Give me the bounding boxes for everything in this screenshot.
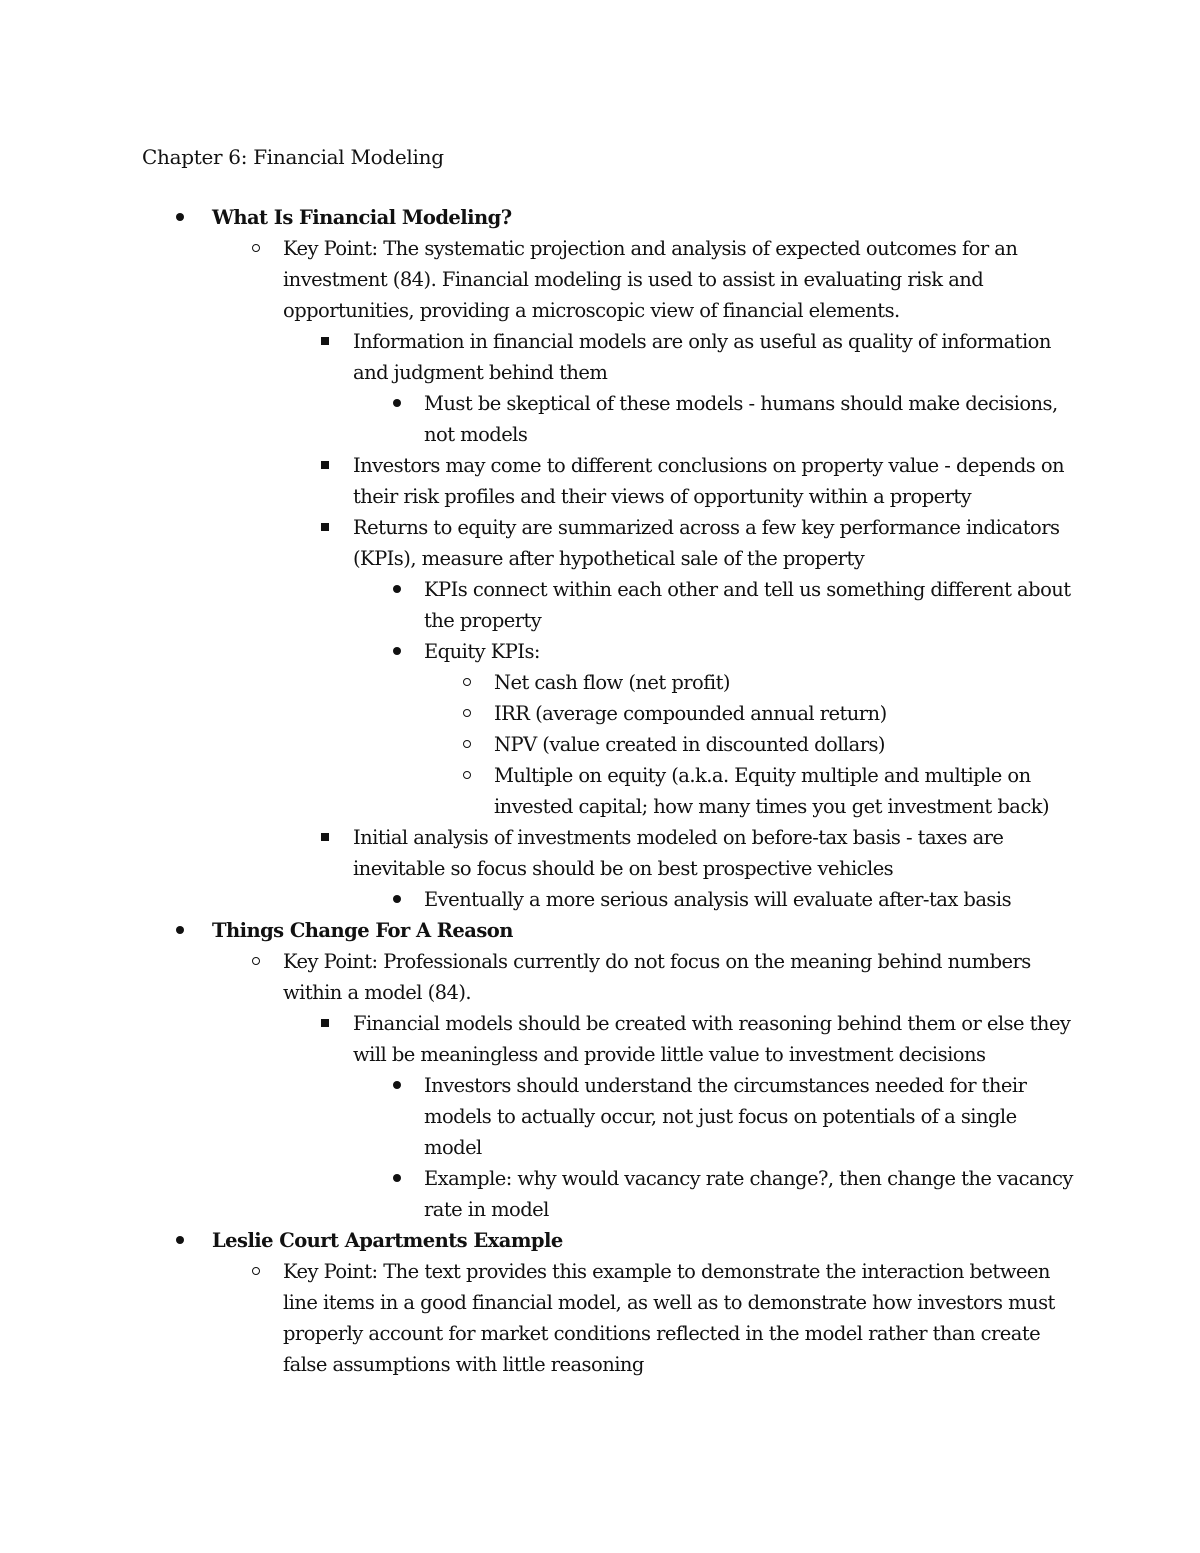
kpi-text: Multiple on equity (a.k.a. Equity multiple and multiple on invested capital; how many times you get investment back) [494,764,1050,818]
list-item [0,884,1074,915]
list-item-text: Investors should understand the circumstances needed for their models to actually occur, not just focus on potentials of a single model [424,1074,1027,1159]
list-item [0,450,1073,512]
list-item [0,1070,1074,1163]
list-item [0,512,1073,574]
list-item [0,636,1074,667]
key-point [0,1256,1073,1380]
bullet-dot-icon [389,1070,405,1101]
key-point-text: Key Point: The systematic projection and analysis of expected outcomes for an investment (84). Financial modeling is used to assist in evaluating risk and opportunities, providing a microscopic view of financial elements. [283,237,1018,322]
bullet-ring-icon [248,1256,264,1287]
kpi-item [0,729,1074,760]
list-item-text: Initial analysis of investments modeled on before-tax basis - taxes are inevitable so focus should be on best prospective vehicles [353,826,1004,880]
kpi-text: Net cash flow (net profit) [494,671,730,694]
bullet-square-icon [317,450,333,481]
kpi-text: IRR (average compounded annual return) [494,702,887,725]
bullet-square-icon [317,512,333,543]
kpi-item [0,667,1074,698]
list-item-text: Example: why would vacancy rate change?, then change the vacancy rate in model [424,1167,1073,1221]
bullet-dot-icon [172,202,188,233]
section-heading [0,202,1072,233]
list-item [0,574,1074,636]
list-item-text: Information in financial models are only as useful as quality of information and judgment behind them [353,330,1051,384]
key-point [0,233,1073,326]
list-item-text: Equity KPIs: [424,640,540,663]
bullet-dot-icon [172,915,188,946]
kpi-item [0,760,1074,822]
list-item-text: Eventually a more serious analysis will evaluate after-tax basis [424,888,1012,911]
key-point [0,946,1073,1008]
outline-list [0,202,1200,1380]
list-item-text: Financial models should be created with reasoning behind them or else they will be meaningless and provide little value to investment decisions [353,1012,1071,1066]
bullet-dot-icon [389,388,405,419]
bullet-ring-icon [459,760,475,791]
section-heading-text: What Is Financial Modeling? [212,206,512,229]
list-item [0,1008,1073,1070]
bullet-ring-icon [459,729,475,760]
bullet-dot-icon [172,1225,188,1256]
key-point-text: Key Point: The text provides this example to demonstrate the interaction between line items in a good financial model, as well as to demonstrate how investors must properly account for market conditions reflected in the model rather than create false assumptions with little reasoning [283,1260,1055,1376]
bullet-ring-icon [459,698,475,729]
list-item-text: Investors may come to different conclusions on property value - depends on their risk profiles and their views of opportunity within a property [353,454,1065,508]
list-item-text: Returns to equity are summarized across a few key performance indicators (KPIs), measure after hypothetical sale of the property [353,516,1060,570]
bullet-ring-icon [248,946,264,977]
section-heading-text: Things Change For A Reason [212,919,513,942]
bullet-square-icon [317,326,333,357]
bullet-ring-icon [459,667,475,698]
bullet-dot-icon [389,1163,405,1194]
bullet-square-icon [317,1008,333,1039]
kpi-text: NPV (value created in discounted dollars) [494,733,885,756]
bullet-dot-icon [389,636,405,667]
list-item [0,1163,1074,1225]
kpi-item [0,698,1074,729]
section-heading-text: Leslie Court Apartments Example [212,1229,563,1252]
list-item-text: KPIs connect within each other and tell us something different about the property [424,578,1071,632]
key-point-text: Key Point: Professionals currently do not focus on the meaning behind numbers within a model (84). [283,950,1031,1004]
bullet-ring-icon [248,233,264,264]
list-item [0,822,1073,884]
section-heading [0,915,1072,946]
page-title: Chapter 6: Financial Modeling [142,145,444,169]
list-item-text: Must be skeptical of these models - humans should make decisions, not models [424,392,1058,446]
list-item [0,326,1073,388]
bullet-dot-icon [389,574,405,605]
bullet-dot-icon [389,884,405,915]
section-heading [0,1225,1072,1256]
bullet-square-icon [317,822,333,853]
list-item [0,388,1074,450]
